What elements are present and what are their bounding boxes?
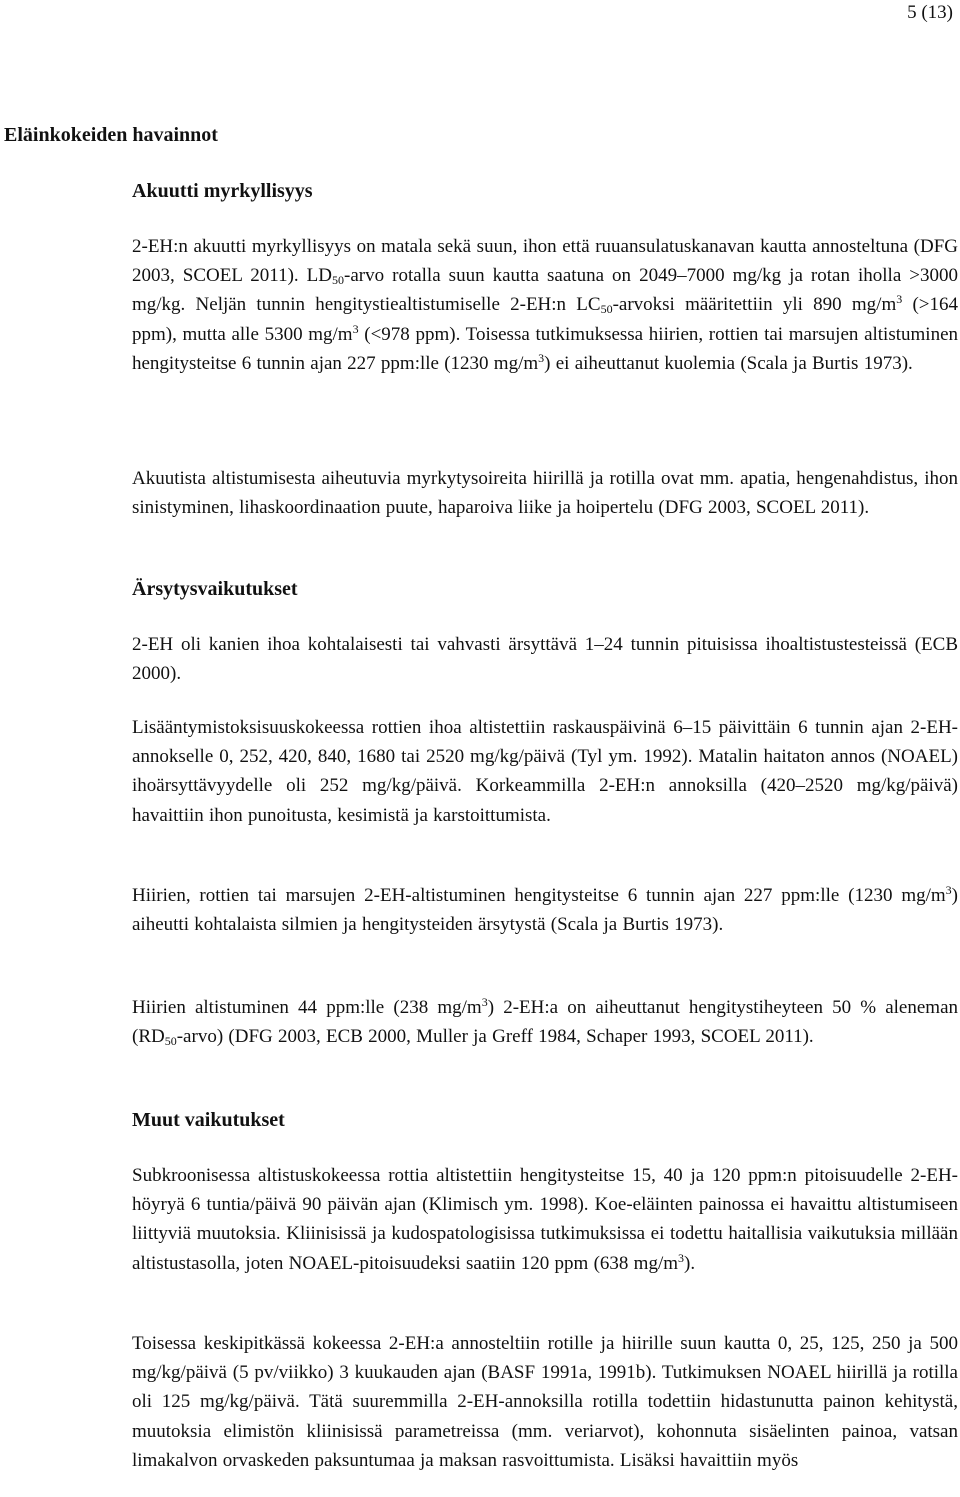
- text-run: (<978 ppm). Toisessa tutkimuksessa hiirien, rottien tai marsujen altistuminen hengitysteitse 6 tunnin ajan 227 ppm:lle (1230 mg/m: [132, 323, 958, 374]
- superscript: 3: [481, 995, 488, 1009]
- paragraph-irritation-1: 2-EH oli kanien ihoa kohtalaisesti tai vahvasti ärsyttävä 1–24 tunnin pituisissa ihoaltistustesteissä (ECB 2000).: [132, 634, 958, 685]
- text-run: Hiirien, rottien tai marsujen 2-EH-altistuminen hengitysteitse 6 tunnin ajan 227 ppm:lle (1230 mg/m: [132, 885, 946, 906]
- paragraph-irritation-4: [132, 993, 958, 1051]
- page-number: 5 (13): [907, 2, 953, 23]
- text-run: -arvo rotalla suun kautta saatuna on 2049–7000 mg/kg ja rotan iholla >3000 mg/kg. Neljän tunnin hengitystiealtistumiselle 2-EH:n LC: [132, 265, 958, 316]
- paragraph-acute-1: [132, 232, 958, 378]
- text-run: 2-EH:n akuutti myrkyllisyys on matala sekä suun, ihon että ruuansulatuskanavan kautta annosteltuna (DFG 2003, SCOEL 2011). LD: [132, 236, 958, 287]
- text-run: Subkroonisessa altistuskokeessa rottia altistettiin hengitysteitse 15, 40 ja 120 ppm:n pitoisuudelle 2-EH-höyryä 6 tuntia/päivä 90 päivän ajan (Klimisch ym. 1998). Koe-eläinten painossa ei havaittu altistumiseen liittyviä muutoksia. Kliinisissä ja kudospatologisissa tutkimuksissa ei todettu haitallisia vaikutuksia millään altistustasolla, joten NOAEL-pitoisuudeksi saatiin 120 ppm (638 mg/m: [132, 1165, 958, 1274]
- superscript: 3: [352, 321, 359, 336]
- subsection-heading-irritation: Ärsytysvaikutukset: [132, 578, 298, 600]
- text-run: (>164 ppm), mutta alle 5300 mg/m: [132, 294, 959, 345]
- text-run: ) aiheutti kohtalaista silmien ja hengitysteiden ärsytystä (Scala ja Burtis 1973).: [132, 885, 958, 936]
- superscript: 3: [896, 292, 903, 307]
- text-run: ) 2-EH:a on aiheuttanut hengitystiheyteen 50 % aleneman (RD: [132, 997, 959, 1048]
- superscript: 3: [945, 883, 952, 897]
- superscript: 3: [678, 1250, 685, 1265]
- subscript: 50: [332, 273, 344, 288]
- paragraph-irritation-2: Lisääntymistoksisuuskokeessa rottien ihoa altistettiin raskauspäivinä 6–15 päivittäin 6 tunnin ajan 2-EH-annokselle 0, 252, 420, 840, 1680 tai 2520 mg/kg/päivä (Tyl ym. 1992). Matalin haitaton annos (NOAEL) ihoärsyttävyydelle oli 252 mg/kg/päivä. Korkeammilla 2-EH:n annoksilla (420–2520 mg/kg/päivä) havaittiin ihon punoitusta, kesimistä ja karstoittumista.: [132, 717, 958, 826]
- subscript: 50: [164, 1034, 177, 1049]
- text-run: Hiirien altistuminen 44 ppm:lle (238 mg/m: [132, 997, 482, 1018]
- paragraph-acute-2: Akuutista altistumisesta aiheutuvia myrkytysoireita hiirillä ja rotilla ovat mm. apatia, hengenahdistus, ihon sinistyminen, lihaskoordinaation puute, haparoiva liike ja hoipertelu (DFG 2003, SCOEL 2011).: [132, 468, 958, 519]
- superscript: 3: [538, 350, 545, 365]
- text-run: ).: [684, 1252, 696, 1274]
- paragraph-irritation-3: [132, 881, 958, 939]
- paragraph-other-2: Toisessa keskipitkässä kokeessa 2-EH:a annosteltiin rotille ja hiirille suun kautta 0, 25, 125, 250 ja 500 mg/kg/päivä (5 pv/viikko) 3 kuukauden ajan (BASF 1991a, 1991b). Tutkimuksen NOAEL hiirillä ja rotilla oli 125 mg/kg/päivä. Tätä suuremmilla 2-EH-annoksilla rotilla todettiin hidastunutta painon kehitystä, muutoksia elimistön kliinisissä parametreissa (mm. veriarvot), kohonnuta sisäelinten painoa, vatsan limakalvon orvaskeden paksuntumaa ja maksan rasvoittumista. Lisäksi havaittiin myös: [132, 1333, 958, 1471]
- text-run: -arvoksi määritettiin yli 890 mg/m: [612, 294, 897, 316]
- section-heading-animal-observations: Eläinkokeiden havainnot: [4, 124, 218, 146]
- text-run: ) ei aiheuttanut kuolemia (Scala ja Burtis 1973).: [544, 352, 913, 374]
- subsection-heading-other-effects: Muut vaikutukset: [132, 1109, 285, 1131]
- subscript: 50: [600, 302, 613, 317]
- paragraph-other-1: [132, 1161, 958, 1278]
- text-run: -arvo) (DFG 2003, ECB 2000, Muller ja Greff 1984, Schaper 1993, SCOEL 2011).: [176, 1026, 814, 1048]
- subsection-heading-acute-toxicity: Akuutti myrkyllisyys: [132, 180, 313, 202]
